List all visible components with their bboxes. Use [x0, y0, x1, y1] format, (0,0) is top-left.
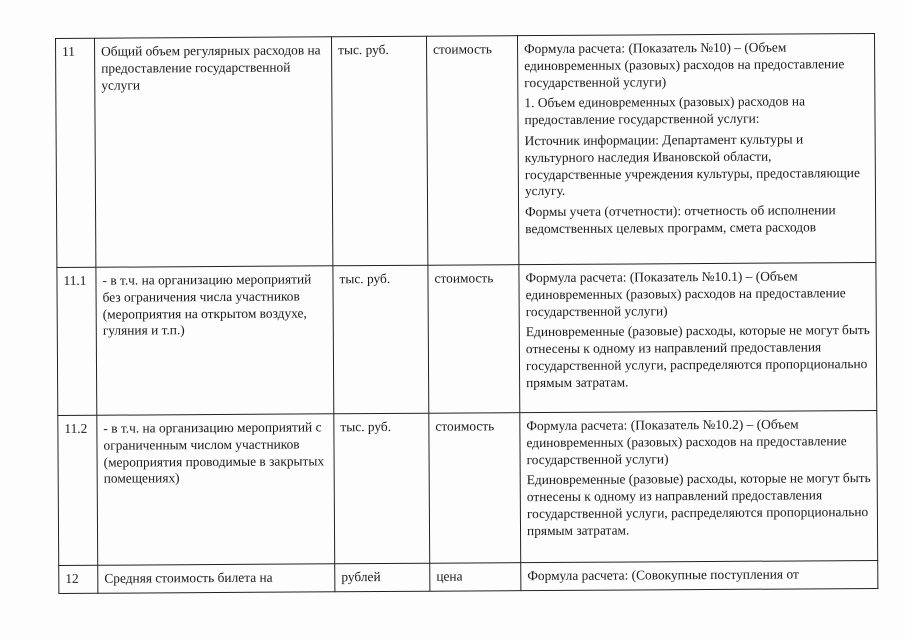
indicator-type: цена	[430, 563, 521, 592]
row-number: 11.1	[57, 267, 97, 415]
formula-paragraph: Формула расчета: (Показатель №10.2) – (Объем единовременных (разовых) расходов на предоставление государственной услуги)	[526, 416, 847, 467]
description-paragraph: Единовременные (разовые) расходы, которые не могут быть отнесены к одному из направлений предоставления государственной услуги, распределяются пропорционально прямым затратам.	[525, 322, 870, 390]
table-row-11-2	[58, 410, 878, 565]
row-number: 11	[56, 38, 96, 267]
indicator-name: Средняя стоимость билета на	[98, 564, 335, 593]
table-row-11	[56, 33, 876, 267]
calculation-method	[519, 262, 877, 412]
unit-of-measure: тыс. руб.	[331, 36, 427, 266]
indicator-type: стоимость	[426, 36, 518, 266]
unit-of-measure: рублей	[335, 563, 430, 592]
reporting-paragraph: Формы учета (отчетности): отчетность об исполнении ведомственных целевых программ, смета расходов	[525, 202, 836, 237]
formula-paragraph: Формула расчета: (Показатель №10) – (Объем единовременных (разовых) расходов на предоставление государственной услуги)	[524, 39, 845, 90]
unit-of-measure: тыс. руб.	[334, 413, 430, 564]
formula-paragraph: Формула расчета: (Совокупные поступления от	[527, 566, 799, 584]
indicator-type: стоимость	[429, 413, 521, 564]
table-row-11-1	[57, 262, 877, 415]
calculation-method	[517, 33, 875, 264]
calculation-method	[521, 560, 878, 590]
row-number: 12	[59, 565, 98, 593]
calculation-method	[520, 410, 878, 562]
indicator-name: - в т.ч. на организацию мероприятий с ограниченным числом участников (мероприятия проводимые в закрытых помещениях)	[97, 414, 335, 565]
indicator-table	[55, 33, 878, 594]
indicator-type: стоимость	[428, 265, 520, 414]
description-paragraph: 1. Объем единовременных (разовых) расходов на предоставление государственной услуги:	[524, 93, 806, 128]
indicator-name: - в т.ч. на организацию мероприятий без ограничения числа участников (мероприятия на открытом воздухе, гуляния и т.п.)	[96, 266, 334, 415]
description-paragraph: Единовременные (разовые) расходы, которые не могут быть отнесены к одному из направлений предоставления государственной услуги, распределяются пропорционально прямым затратам.	[526, 470, 871, 538]
indicator-name: Общий объем регулярных расходов на предоставление государственной услуги	[95, 37, 333, 267]
formula-paragraph: Формула расчета: (Показатель №10.1) – (Объем единовременных (разовых) расходов на предоставление государственной услуги)	[525, 268, 846, 319]
row-number: 11.2	[58, 415, 98, 565]
source-paragraph: Источник информации: Департамент культуры и культурного наследия Ивановской области, государственные учреждения культуры, предоставляющие услугу.	[524, 131, 860, 199]
unit-of-measure: тыс. руб.	[333, 265, 429, 414]
table-row-12	[59, 560, 878, 593]
